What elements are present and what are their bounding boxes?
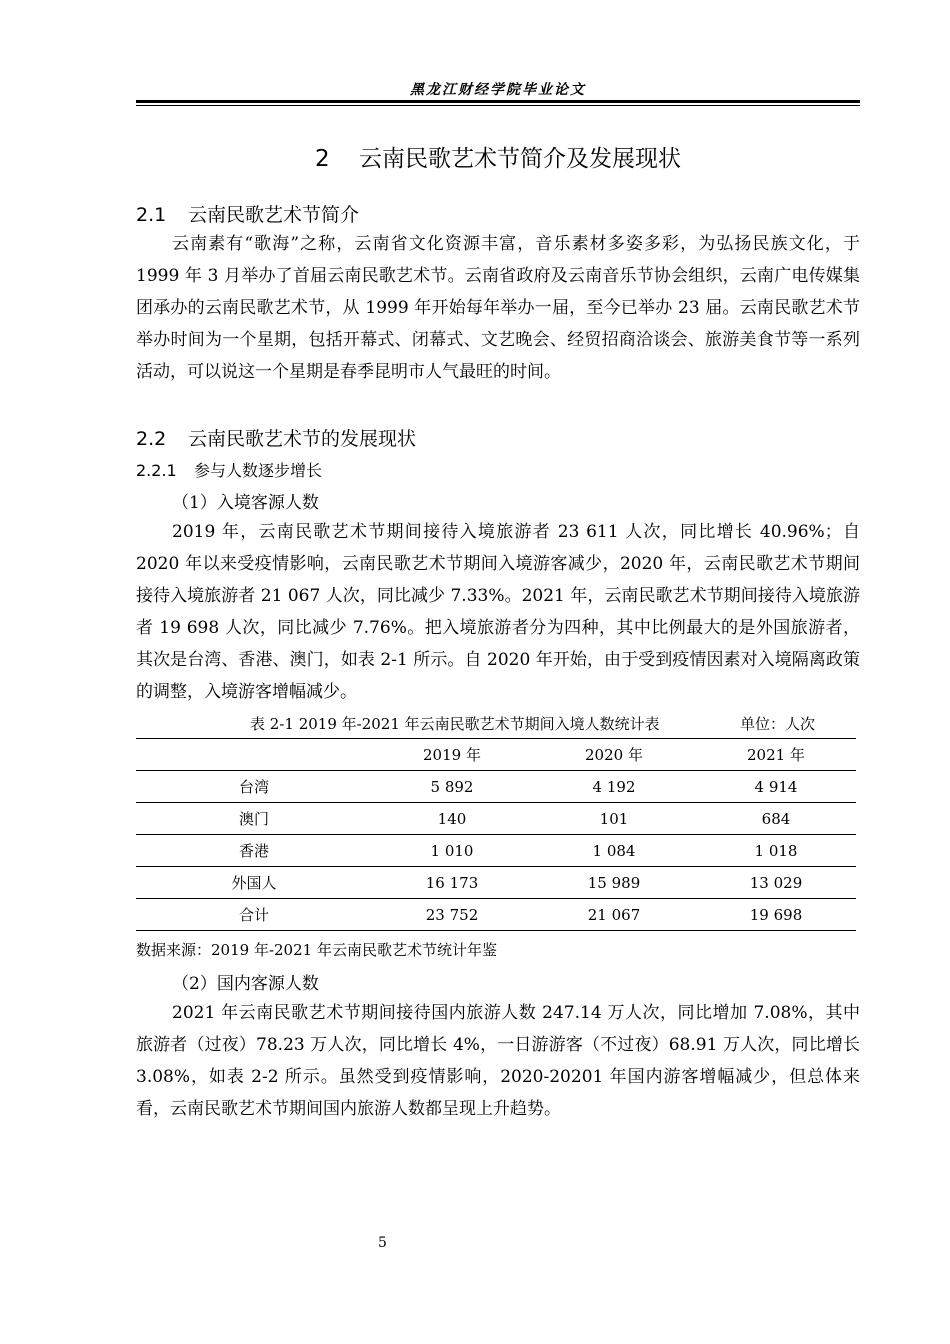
table-row	[136, 771, 856, 803]
table-cell: 1 084	[532, 835, 696, 867]
table-cell: 15 989	[532, 867, 696, 899]
table-cell: 13 029	[696, 867, 856, 899]
table-caption: 表 2-1 2019 年-2021 年云南民歌艺术节期间入境人数统计表	[250, 715, 660, 733]
table-header-cell: 2020 年	[532, 739, 696, 771]
subsection-title: 参与人数逐步增长	[194, 461, 323, 480]
section-number: 2.1	[136, 204, 167, 226]
table-cell: 香港	[136, 835, 372, 867]
table-cell: 23 752	[372, 899, 532, 931]
table-header-cell: 2021 年	[696, 739, 856, 771]
table-cell: 101	[532, 803, 696, 835]
header-rule-thin	[136, 105, 860, 106]
table-cell: 140	[372, 803, 532, 835]
domestic-label: （2）国内客源人数	[172, 974, 319, 994]
chapter-title	[136, 140, 860, 173]
section-title: 云南民歌艺术节的发展现状	[188, 428, 417, 450]
table-cell: 4 192	[532, 771, 696, 803]
table-cell: 外国人	[136, 867, 372, 899]
domestic-paragraph: 2021 年云南民歌艺术节期间接待国内旅游人数 247.14 万人次，同比增加 7.08%，其中旅游者（过夜）78.23 万人次，同比增长 4%，一日游游客（不过夜）68.91 万人次，同比增长 3.08%，如表 2-2 所示。虽然受到疫情影响，2020-20201 年国内游客增幅减少，但总体来看，云南民歌艺术节期间国内旅游人数都呈现上升趋势。	[136, 1003, 860, 1119]
subsection-number: 2.2.1	[136, 461, 177, 480]
intro-paragraph: 云南素有“歌海”之称，云南省文化资源丰富，音乐素材多姿多彩，为弘扬民族文化，于 1999 年 3 月举办了首届云南民歌艺术节。云南省政府及云南音乐节协会组织，云南广电传媒集团承办的云南民歌艺术节，从 1999 年开始每年举办一届，至今已举办 23 届。云南民歌艺术节举办时间为一个星期，包括开幕式、闭幕式、文艺晚会、经贸招商洽谈会、旅游美食节等一系列活动，可以说这一个星期是春季昆明市人气最旺的时间。	[136, 234, 860, 382]
section-heading-2-2	[136, 424, 416, 451]
table-cell: 684	[696, 803, 856, 835]
table-cell: 1 018	[696, 835, 856, 867]
page-number: 5	[378, 1235, 387, 1251]
table-cell: 1 010	[372, 835, 532, 867]
inbound-label: （1）入境客源人数	[172, 493, 319, 513]
inbound-paragraph: 2019 年，云南民歌艺术节期间接待入境旅游者 23 611 人次，同比增长 40.96%；自 2020 年以来受疫情影响，云南民歌艺术节期间入境游客减少，2020 年，云南民歌艺术节期间接待入境旅游者 21 067 人次，同比减少 7.33%。2021 年，云南民歌艺术节期间接待入境旅游者 19 698 人次，同比减少 7.76%。把入境旅游者分为四种，其中比例最大的是外国旅游者，其次是台湾、香港、澳门，如表 2-1 所示。自 2020 年开始，由于受到疫情因素对入境隔离政策的调整，入境游客增幅减少。	[136, 522, 860, 702]
table-row	[136, 899, 856, 931]
table-header-cell	[136, 739, 372, 771]
table-cell: 合计	[136, 899, 372, 931]
table-source: 数据来源：2019 年-2021 年云南民歌艺术节统计年鉴	[136, 941, 497, 959]
section-heading-2-1	[136, 200, 359, 227]
table-unit: 单位：人次	[740, 715, 816, 733]
table-header-cell: 2019 年	[372, 739, 532, 771]
table-row	[136, 835, 856, 867]
table-cell: 澳门	[136, 803, 372, 835]
table-row	[136, 867, 856, 899]
table-cell: 21 067	[532, 899, 696, 931]
table-cell: 4 914	[696, 771, 856, 803]
section-title: 云南民歌艺术节简介	[188, 204, 360, 226]
subsection-heading-2-2-1	[136, 458, 322, 481]
running-header: 黑龙江财经学院毕业论文	[410, 82, 586, 98]
table-header-row	[136, 739, 856, 771]
table-cell: 19 698	[696, 899, 856, 931]
header-rule-thick	[136, 100, 860, 103]
table-cell: 5 892	[372, 771, 532, 803]
section-number: 2.2	[136, 428, 167, 450]
table-cell: 16 173	[372, 867, 532, 899]
table-cell: 台湾	[136, 771, 372, 803]
table-row	[136, 803, 856, 835]
chapter-number: 2	[315, 146, 330, 172]
chapter-title-text: 云南民歌艺术节简介及发展现状	[358, 146, 681, 172]
inbound-stats-table	[136, 738, 856, 931]
